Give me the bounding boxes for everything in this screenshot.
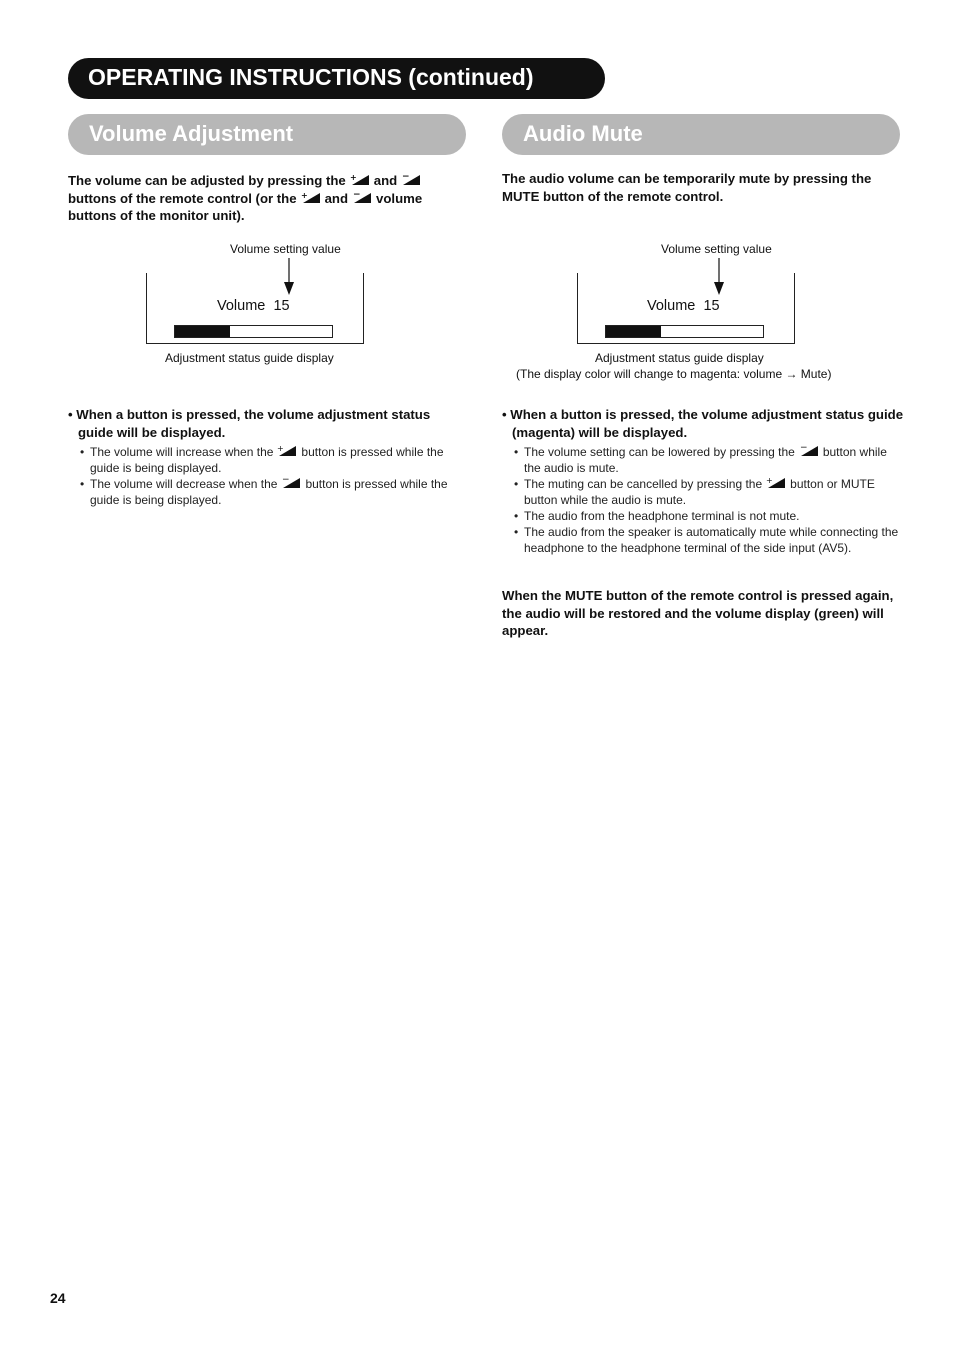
- svg-text:+: +: [300, 191, 308, 200]
- volume-value: 15: [703, 298, 720, 314]
- volume-setting-label: Volume setting value: [661, 242, 772, 256]
- mute-intro: [502, 170, 902, 205]
- svg-text:−: −: [402, 174, 410, 182]
- mute-bullet-text: When a button is pressed, the volume adjustment status guide (magenta) will be displayed.: [510, 407, 904, 440]
- volume-section-banner: [68, 114, 466, 155]
- volume-level-bar: [605, 325, 764, 338]
- volume-bullets: [68, 406, 468, 508]
- list-item-text: button while the audio is mute.: [524, 445, 887, 475]
- svg-text:+: +: [349, 174, 357, 182]
- svg-text:+: +: [766, 477, 773, 485]
- svg-text:−: −: [282, 477, 290, 485]
- list-item: • The audio from the speaker is automatically mute while connecting the headphone to the headphone terminal of the side input (AV5).: [514, 525, 899, 555]
- intro-text-1: The volume can be adjusted by pressing the: [68, 173, 346, 188]
- volume-up-icon: [766, 477, 786, 489]
- list-item-text: The volume will increase when the: [90, 445, 274, 459]
- mute-section-heading: Audio Mute: [523, 121, 643, 146]
- volume-label: Volume: [647, 298, 696, 314]
- page-number: 24: [50, 1290, 66, 1306]
- volume-readout: [217, 298, 290, 314]
- volume-bullet-main: • When a button is pressed, the volume adjustment status guide will be displayed.: [68, 407, 431, 440]
- list-item-text: button is pressed while the guide is being displayed.: [90, 477, 448, 507]
- volume-label: Volume: [217, 298, 266, 314]
- list-item-text: The muting can be cancelled by pressing the: [524, 477, 763, 491]
- intro-text-3: buttons of the remote control (or the: [68, 190, 297, 206]
- list-item: • The audio from the headphone terminal is not mute.: [514, 509, 800, 523]
- volume-setting-label: Volume setting value: [230, 242, 341, 256]
- list-item: • The muting can be cancelled by pressing the + button or MUTE button while the audio is mute.: [514, 477, 875, 507]
- mute-bullets: [502, 406, 904, 556]
- volume-up-icon: [301, 192, 321, 204]
- list-item: • The volume will increase when the + button is pressed while the guide is being displayed.: [80, 445, 444, 475]
- volume-value: 15: [273, 298, 290, 314]
- volume-up-icon: [277, 445, 297, 457]
- volume-level-fill: [606, 326, 661, 337]
- page-title: OPERATING INSTRUCTIONS (continued): [88, 64, 534, 90]
- volume-bullet-text: When a button is pressed, the volume adjustment status guide will be displayed.: [76, 407, 431, 440]
- svg-text:+: +: [277, 445, 285, 453]
- svg-text:−: −: [353, 191, 361, 200]
- guide-caption-note: (The display color will change to magenta: volume → Mute): [516, 367, 832, 381]
- guide-caption: Adjustment status guide display: [165, 351, 334, 365]
- list-item-text: button is pressed while the guide is being displayed.: [90, 445, 444, 475]
- intro-text-5: volume buttons of the monitor unit).: [68, 190, 423, 223]
- mute-closing: [502, 587, 902, 640]
- mute-bullet-main: • When a button is pressed, the volume adjustment status guide (magenta) will be displayed.: [502, 407, 904, 440]
- mute-closing-text: When the MUTE button of the remote control is pressed again, the audio will be restored and the volume display (green) will appear.: [502, 588, 894, 638]
- volume-level-fill: [175, 326, 230, 337]
- volume-down-icon: [281, 477, 301, 489]
- volume-level-bar: [174, 325, 333, 338]
- list-item-text: button or MUTE button while the audio is mute.: [524, 477, 875, 507]
- list-item: • The volume will decrease when the − button is pressed while the guide is being displayed.: [80, 477, 448, 507]
- list-item-text: The audio from the headphone terminal is not mute.: [524, 509, 800, 523]
- intro-text-4: and: [324, 190, 349, 206]
- intro-text-2: and: [373, 173, 398, 188]
- mute-intro-text: The audio volume can be temporarily mute by pressing the MUTE button of the remote control.: [502, 171, 872, 204]
- volume-section-heading: Volume Adjustment: [89, 121, 294, 146]
- main-title-banner: [68, 58, 605, 99]
- list-item: • The volume setting can be lowered by pressing the − button while the audio is mute.: [514, 445, 887, 475]
- volume-up-icon: [350, 174, 370, 186]
- volume-sub-list: [68, 444, 468, 508]
- volume-readout: [647, 298, 720, 314]
- list-item-text: The volume will decrease when the: [90, 477, 278, 491]
- mute-section-banner: [502, 114, 900, 155]
- guide-caption: Adjustment status guide display: [595, 351, 764, 365]
- mute-sub-list: [502, 444, 904, 556]
- volume-down-icon: [401, 174, 421, 186]
- volume-intro: [68, 170, 468, 225]
- volume-down-icon: [352, 192, 372, 204]
- list-item-text: The volume setting can be lowered by pressing the: [524, 445, 795, 459]
- list-item-text: The audio from the speaker is automatically mute while connecting the headphone to the headphone terminal of the side input (AV5).: [524, 525, 899, 555]
- volume-down-icon: [799, 445, 819, 457]
- svg-text:−: −: [799, 445, 808, 453]
